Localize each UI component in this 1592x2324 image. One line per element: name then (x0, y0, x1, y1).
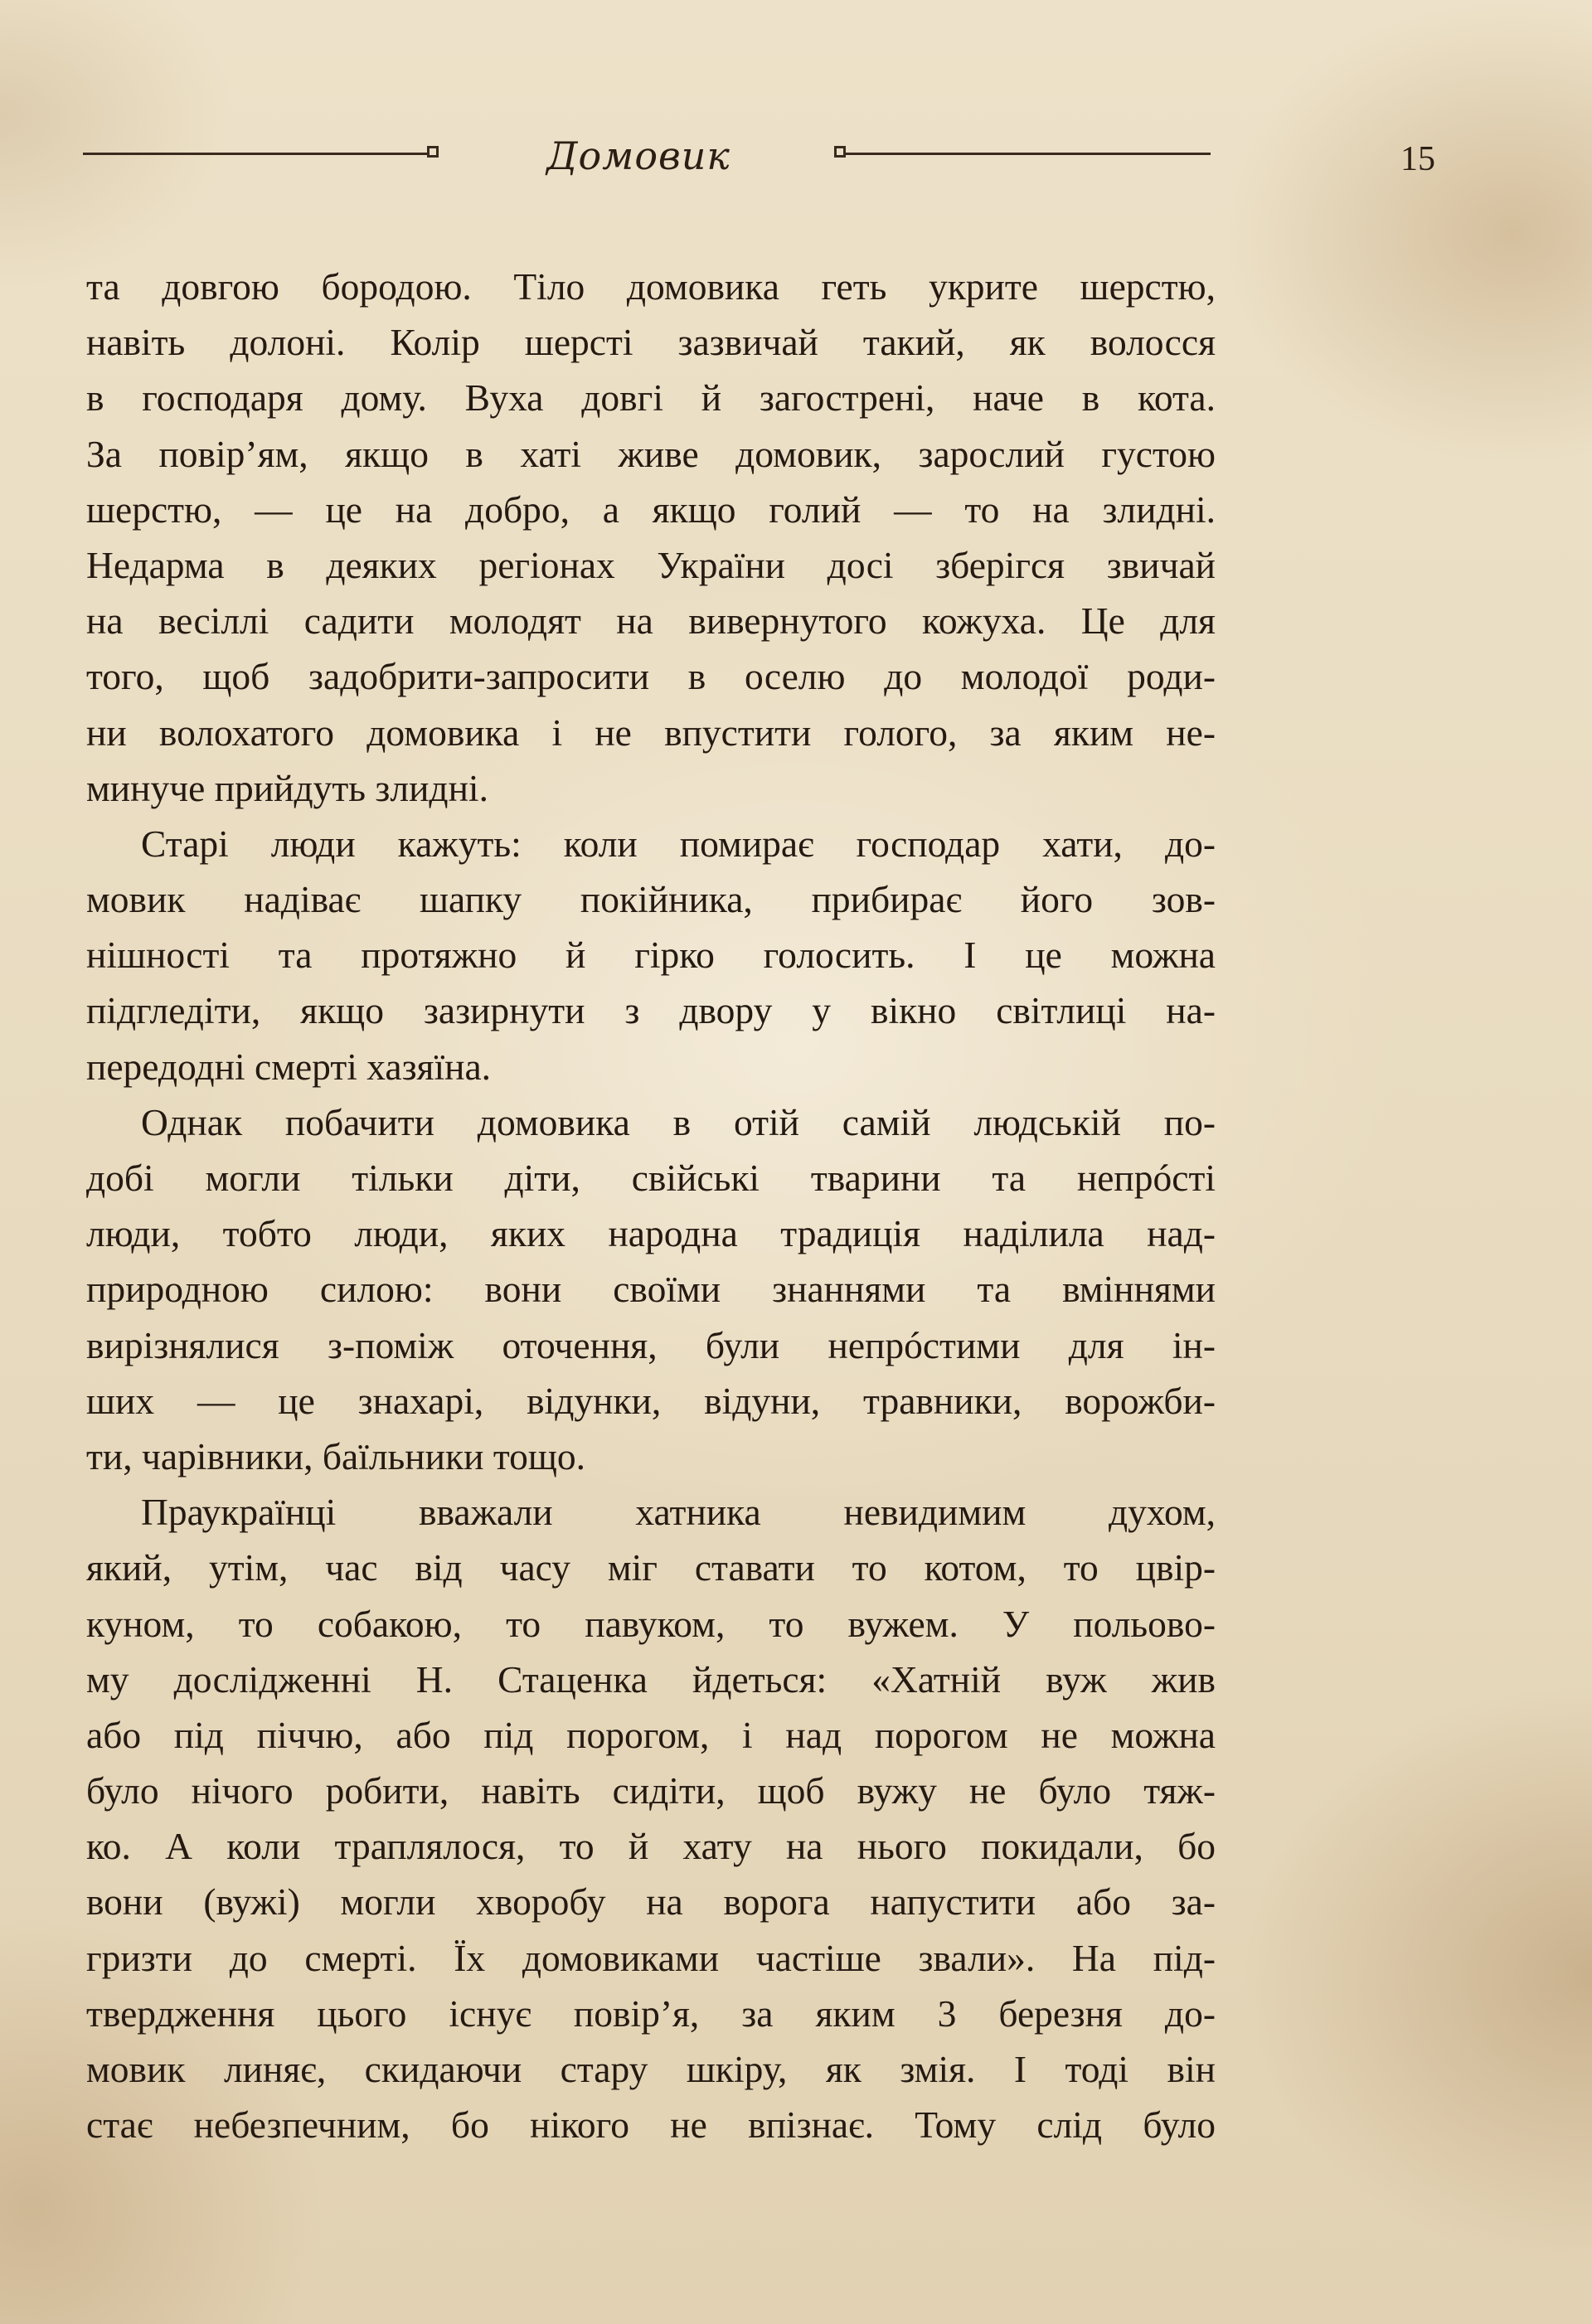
text-line: в господаря дому. Вуха довгі й загострені, наче в кота. (86, 376, 1216, 420)
header-rule-left (83, 153, 427, 155)
text-line: або під піччю, або під порогом, і над порогом не можна (86, 1713, 1216, 1756)
running-header (0, 133, 1592, 191)
text-line: який, утім, час від часу міг ставати то котом, то цвір- (86, 1546, 1216, 1589)
text-line: ших — це знахарі, відунки, відуни, травники, ворожби- (86, 1379, 1216, 1422)
paragraph (86, 816, 1216, 1094)
text-line: ни волохатого домовика і не впустити голого, за яким не- (86, 711, 1216, 754)
text-line: Старі люди кажуть: коли помирає господар хати, до- (141, 822, 1216, 865)
text-line: минуче прийдуть злидні. (86, 766, 488, 809)
text-line: шерстю, — це на добро, а якщо голий — то на злидні. (86, 488, 1216, 531)
text-line: підгледіти, якщо зазирнути з двору у вікно світлиці на- (86, 989, 1216, 1032)
text-line: того, щоб задобрити-запросити в оселю до молодої роди- (86, 655, 1216, 698)
text-line: добі могли тільки діти, свійські тварини та непрóсті (86, 1157, 1216, 1199)
header-rule-right (846, 153, 1211, 155)
page-number: 15 (1400, 140, 1435, 178)
text-line: люди, тобто люди, яких народна традиція наділила над- (86, 1212, 1216, 1255)
text-line: навіть долоні. Колір шерсті зазвичай такий, як волосся (86, 321, 1216, 364)
text-line: Однак побачити домовика в отій самій людській по- (141, 1100, 1216, 1143)
text-line: твердження цього існує повір’я, за яким 3 березня до- (86, 1992, 1216, 2035)
text-line: ко. А коли траплялося, то й хату на нього покидали, бо (86, 1825, 1216, 1868)
text-line: мовик линяє, скидаючи стару шкіру, як змія. І тоді він (86, 2048, 1216, 2090)
text-line: Праукраїнці вважали хатника невидимим духом, (141, 1491, 1216, 1534)
body-text (86, 259, 1216, 2152)
text-line: За повір’ям, якщо в хаті живе домовик, зарослий густою (86, 432, 1216, 475)
text-line: ти, чарівники, баїльники тощо. (86, 1434, 586, 1477)
text-line: нішності та протяжно й гірко голосить. І це можна (86, 934, 1216, 977)
running-title: Домовик (546, 133, 730, 178)
text-line: куном, то собакою, то павуком, то вужем. У польово- (86, 1602, 1216, 1645)
text-line: передодні смерті хазяїна. (86, 1045, 492, 1088)
text-line: вирізнялися з-поміж оточення, були непрóстими для ін- (86, 1323, 1216, 1366)
paragraph (86, 1484, 1216, 2152)
text-line: та довгою бородою. Тіло домовика геть укрите шерстю, (86, 265, 1216, 308)
text-line: му дослідженні Н. Стаценка йдеться: «Хатній вуж жив (86, 1657, 1216, 1701)
text-line: вони (вужі) могли хворобу на ворога напустити або за- (86, 1880, 1216, 1924)
header-rule-ornament-right (834, 146, 846, 158)
paragraph (86, 259, 1216, 816)
text-line: природною силою: вони своїми знаннями та вміннями (86, 1268, 1216, 1311)
text-line: гризти до смерті. Їх домовиками частіше звали». На під- (86, 1936, 1216, 1979)
paragraph (86, 1094, 1216, 1484)
text-line: на весіллі садити молодят на вивернутого кожуха. Це для (86, 599, 1216, 643)
header-rule-ornament-left (427, 146, 439, 158)
text-line: було нічого робити, навіть сидіти, щоб вужу не було тяж- (86, 1769, 1216, 1812)
text-line: мовик надіває шапку покійника, прибирає його зов- (86, 878, 1216, 921)
text-line: стає небезпечним, бо нікого не впізнає. Тому слід було (86, 2103, 1216, 2147)
text-line: Недарма в деяких регіонах України досі зберігся звичай (86, 543, 1216, 586)
